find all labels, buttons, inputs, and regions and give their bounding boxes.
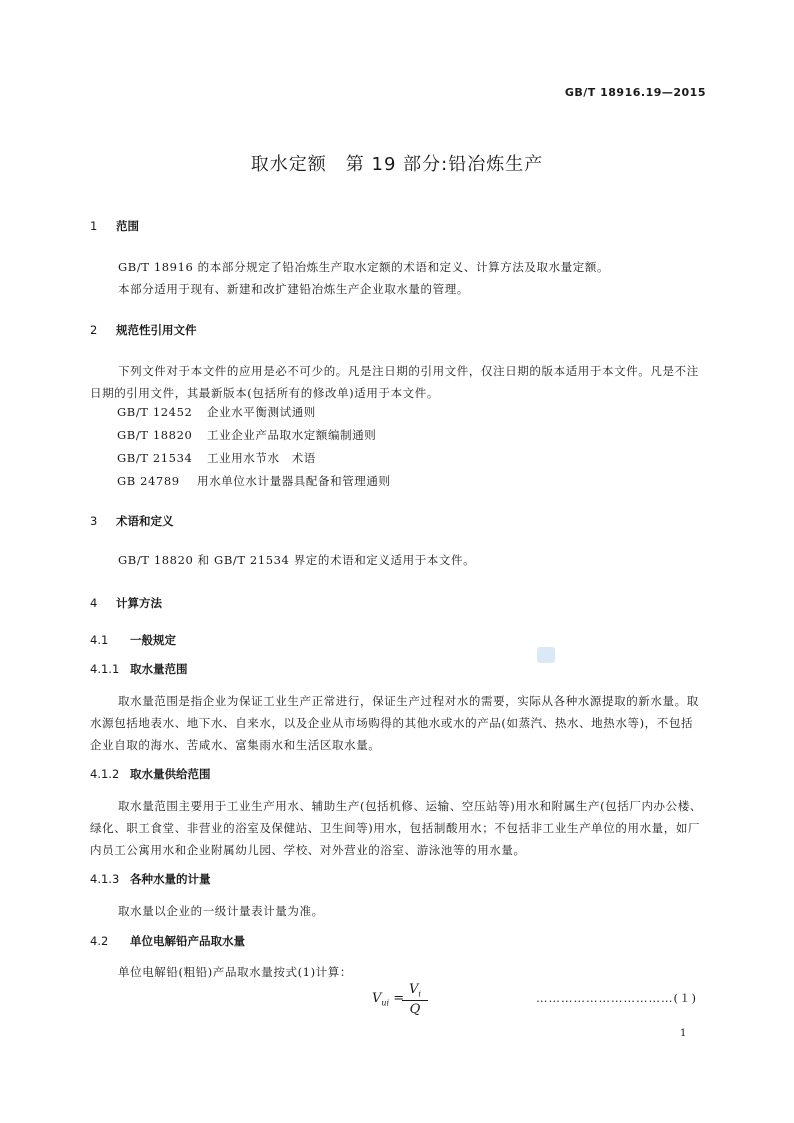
section-number: 3 [90, 514, 98, 528]
section-number: 4.1.2 [90, 767, 120, 781]
paragraph: 单位电解铅(粗铅)产品取水量按式(1)计算： [118, 965, 352, 979]
section-title: 各种水量的计量 [130, 872, 211, 886]
section-title: 取水量范围 [130, 662, 188, 676]
section-heading-4-1-2 [90, 766, 211, 782]
paragraph: 取水量范围是指企业为保证工业生产正常进行，保证生产过程对水的需要，实际从各种水源提取的新水量。取水源包括地表水、地下水、自来水，以及企业从市场购得的其他水或水的产品(如蒸汽、热水、地热水等)，不包括企业自取的海水、苦咸水、富集雨水和生活区取水量。 [90, 694, 699, 752]
section-title: 范围 [116, 219, 140, 233]
section-heading-1 [90, 218, 139, 234]
reference-item [117, 450, 316, 466]
reference-code: GB/T 21534 [117, 451, 193, 465]
reference-item [117, 427, 376, 443]
paragraph: 取水量范围主要用于工业生产用水、辅助生产(包括机修、运输、空压站等)用水和附属生产(包括厂内办公楼、绿化、职工食堂、非营业的浴室及保健站、卫生间等)用水，包括制酸用水；不包括非工业生产单位的用水量，如厂内员工公寓用水和企业附属幼儿园、学校、对外营业的浴室、游泳池等的用水量。 [90, 799, 702, 857]
paragraph: 本部分适用于现有、新建和改扩建铅冶炼生产企业取水量的管理。 [118, 282, 469, 296]
section-heading-2 [90, 322, 197, 338]
section-title: 单位电解铅产品取水量 [130, 934, 246, 948]
section-title: 取水量供给范围 [130, 767, 211, 781]
paragraph: GB/T 18820 和 GB/T 21534 界定的术语和定义适用于本文件。 [118, 553, 476, 567]
formula-lhs: V [372, 991, 382, 1006]
formula-numerator: V [409, 982, 419, 997]
document-page: GB/T 18916.19—2015 取水定额 第 19 部分:铅冶炼生产 1 范围 GB/T 18916 的本部分规定了铅冶炼生产取水定额的术语和定义、计算方法及取水量定额。 本部分适用于现有、新建和改扩建铅冶炼生产企业取水量的管理。 2 规范性引用文件 下列文件对于本文件的应用是必不可少的。凡是注日期的引用文件，仅注日期的版本适用于本文件。凡是不注日期的引用文件，其最新版本(包括所有的修改单)适用于本文件。 GB/T 12452 企业水平衡测试通则 GB/T 18820 工业企业产品取水定额编制通则 GB/T 21534 工业用水节水 术语 GB 24789 用水单位水计量器具配备和管理通则 3 术语和定义 GB/T 18820 和 GB/T 21534 界定的术语和定义适用于本文件。 4 计算方法 4.1 一般规定 4.1.1 取水量范围 取水量范围是指企业为保证工业生产正常进行，保证生产过程对水的需要，实际从各种水源提取的新水量。取水源包括地表水、地下水、自来水，以及企业从市场购得的其他水或水的产品(如蒸汽、热水、地热水等)，不包括企业自取的海水、苦咸水、富集雨水和生活区取水量。 4.1.2 取水量供给范围 取水量范围主要用于工业生产用水、辅助生产(包括机修、运输、空压站等)用水和附属生产(包括厂内办公楼、绿化、职工食堂、非营业的浴室及保健站、卫生间等)用水，包括制酸用水；不包括非工业生产单位的用水量，如厂内员工公寓用水和企业附属幼儿园、学校、对外营业的浴室、游泳池等的用水量。 4.1.3 各种水量的计量 取水量以企业的一级计量表计量为准。 4.2 单位电解铅产品取水量 单位电解铅(粗铅)产品取水量按式(1)计算： $V_{ui}$ = $V_i$ Q ……………………………(１) 1 [0, 0, 794, 1123]
document-title: 取水定额 第 19 部分:铅冶炼生产 [250, 154, 544, 175]
section-heading-4-1-1 [90, 661, 188, 677]
reference-code: GB/T 12452 [117, 405, 193, 419]
formula-denominator: Q [409, 1001, 421, 1017]
section-heading-4 [90, 595, 162, 611]
section-number: 4.1.3 [90, 872, 120, 886]
equation-number: ……………………………(１) [536, 991, 697, 1005]
reference-item [117, 404, 316, 420]
section-number: 4 [90, 596, 98, 610]
reference-title: 用水单位水计量器具配备和管理通则 [197, 474, 391, 488]
section-heading-3 [90, 513, 174, 529]
section-title: 计算方法 [116, 596, 163, 610]
formula-fraction [402, 982, 428, 1017]
section-heading-4-1 [90, 632, 176, 648]
formula-lhs-subscript: ui [381, 998, 390, 1008]
formula-numerator-subscript: i [418, 989, 421, 999]
section-heading-4-1-3 [90, 871, 211, 887]
reference-title: 工业用水节水 术语 [207, 451, 316, 465]
section-heading-4-2 [90, 933, 245, 949]
section-title: 术语和定义 [116, 514, 174, 528]
section-number: 4.1.1 [90, 662, 120, 676]
section-number: 1 [90, 219, 98, 233]
reference-code: GB 24789 [117, 474, 180, 488]
reference-title: 企业水平衡测试通则 [207, 405, 316, 419]
reference-code: GB/T 18820 [117, 428, 193, 442]
reference-item [117, 473, 391, 489]
paragraph: 下列文件对于本文件的应用是必不可少的。凡是注日期的引用文件，仅注日期的版本适用于本文件。凡是不注日期的引用文件，其最新版本(包括所有的修改单)适用于本文件。 [90, 364, 699, 400]
section-number: 4.2 [90, 934, 109, 948]
standard-code: GB/T 18916.19—2015 [564, 86, 706, 99]
fraction-bar [402, 1000, 428, 1001]
paragraph: GB/T 18916 的本部分规定了铅冶炼生产取水定额的术语和定义、计算方法及取水量定额。 [118, 260, 610, 274]
section-title: 规范性引用文件 [116, 323, 197, 337]
section-number: 4.1 [90, 633, 109, 647]
paragraph: 取水量以企业的一级计量表计量为准。 [118, 904, 324, 918]
reference-title: 工业企业产品取水定额编制通则 [207, 428, 377, 442]
watermark-badge [537, 647, 555, 663]
section-title: 一般规定 [130, 633, 177, 647]
section-number: 2 [90, 323, 98, 337]
page-number: 1 [680, 1028, 687, 1039]
